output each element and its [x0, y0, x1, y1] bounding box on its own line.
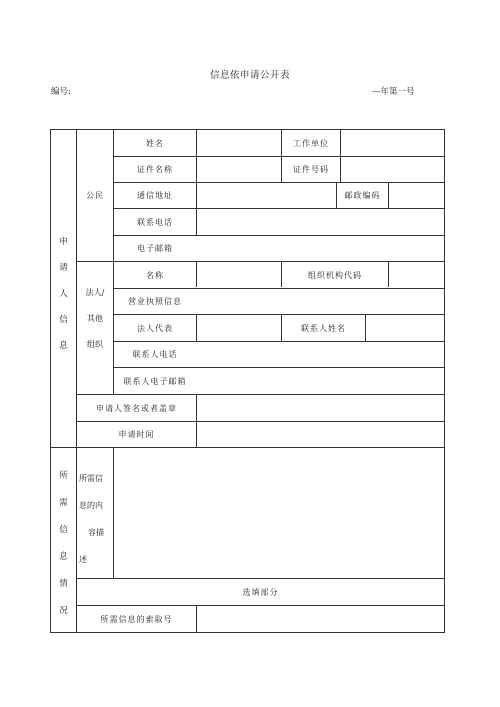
contact-name-field[interactable] [366, 315, 444, 341]
contact-phone-field[interactable] [197, 342, 444, 367]
legal-rep-field[interactable] [197, 315, 281, 341]
address-label: 通信地址 [137, 191, 173, 200]
id-number-field[interactable] [341, 157, 444, 182]
apply-time-field[interactable] [197, 422, 444, 447]
email-field[interactable] [197, 236, 444, 261]
info-description-label: 所需信 息的内 容描 述 [79, 474, 104, 564]
index-number-label: 所需信息的索取号 [100, 614, 173, 624]
work-unit-label: 工作单位 [293, 138, 329, 148]
postcode-label: 邮政编码 [344, 191, 381, 200]
signature-label: 申请人签名或者盖章 [96, 403, 177, 413]
org-code-field[interactable] [389, 262, 444, 288]
license-label: 营业执照信息 [128, 297, 182, 306]
id-number-label: 证件号码 [293, 165, 329, 174]
apply-time-label: 申请时间 [118, 430, 155, 439]
contact-phone-label: 联系人电话 [132, 350, 178, 359]
legal-rep-label: 法人代表 [137, 323, 173, 333]
info-section-label: 所 需 信 息 情 况 [59, 471, 68, 616]
contact-email-field[interactable] [197, 368, 444, 394]
license-field[interactable] [197, 289, 444, 314]
info-description-field[interactable] [114, 448, 444, 578]
postcode-field[interactable] [389, 183, 444, 208]
citizen-name-label: 姓名 [146, 138, 164, 148]
address-field[interactable] [197, 183, 336, 208]
table-border-right [444, 129, 445, 633]
id-type-label: 证件名称 [137, 165, 173, 174]
number-label: 编号: [51, 87, 71, 97]
org-name-label: 名称 [146, 270, 164, 280]
phone-label: 联系电话 [137, 217, 173, 227]
citizen-group-label: 公民 [86, 190, 104, 200]
email-label: 电子邮箱 [137, 244, 173, 253]
org-name-field[interactable] [197, 262, 281, 288]
applicant-info-label: 申 请 人 信 息 [59, 237, 68, 351]
form-title: 信息依申请公开表 [209, 70, 290, 81]
table-border-bottom [50, 632, 445, 633]
contact-email-label: 联系人电子邮箱 [123, 376, 187, 386]
contact-name-label: 联系人姓名 [301, 323, 346, 333]
index-number-field[interactable] [197, 606, 444, 632]
phone-field[interactable] [197, 209, 444, 235]
org-group-label: 法人/ 其他 组织 [85, 288, 105, 349]
id-type-field[interactable] [197, 157, 281, 182]
signature-field[interactable] [197, 395, 444, 421]
optional-section-label: 选填部分 [242, 587, 279, 597]
work-unit-field[interactable] [341, 130, 444, 156]
year-number-label: —年第一号 [372, 87, 415, 97]
org-code-label: 组织机构代码 [308, 270, 362, 280]
citizen-name-field[interactable] [197, 130, 281, 156]
